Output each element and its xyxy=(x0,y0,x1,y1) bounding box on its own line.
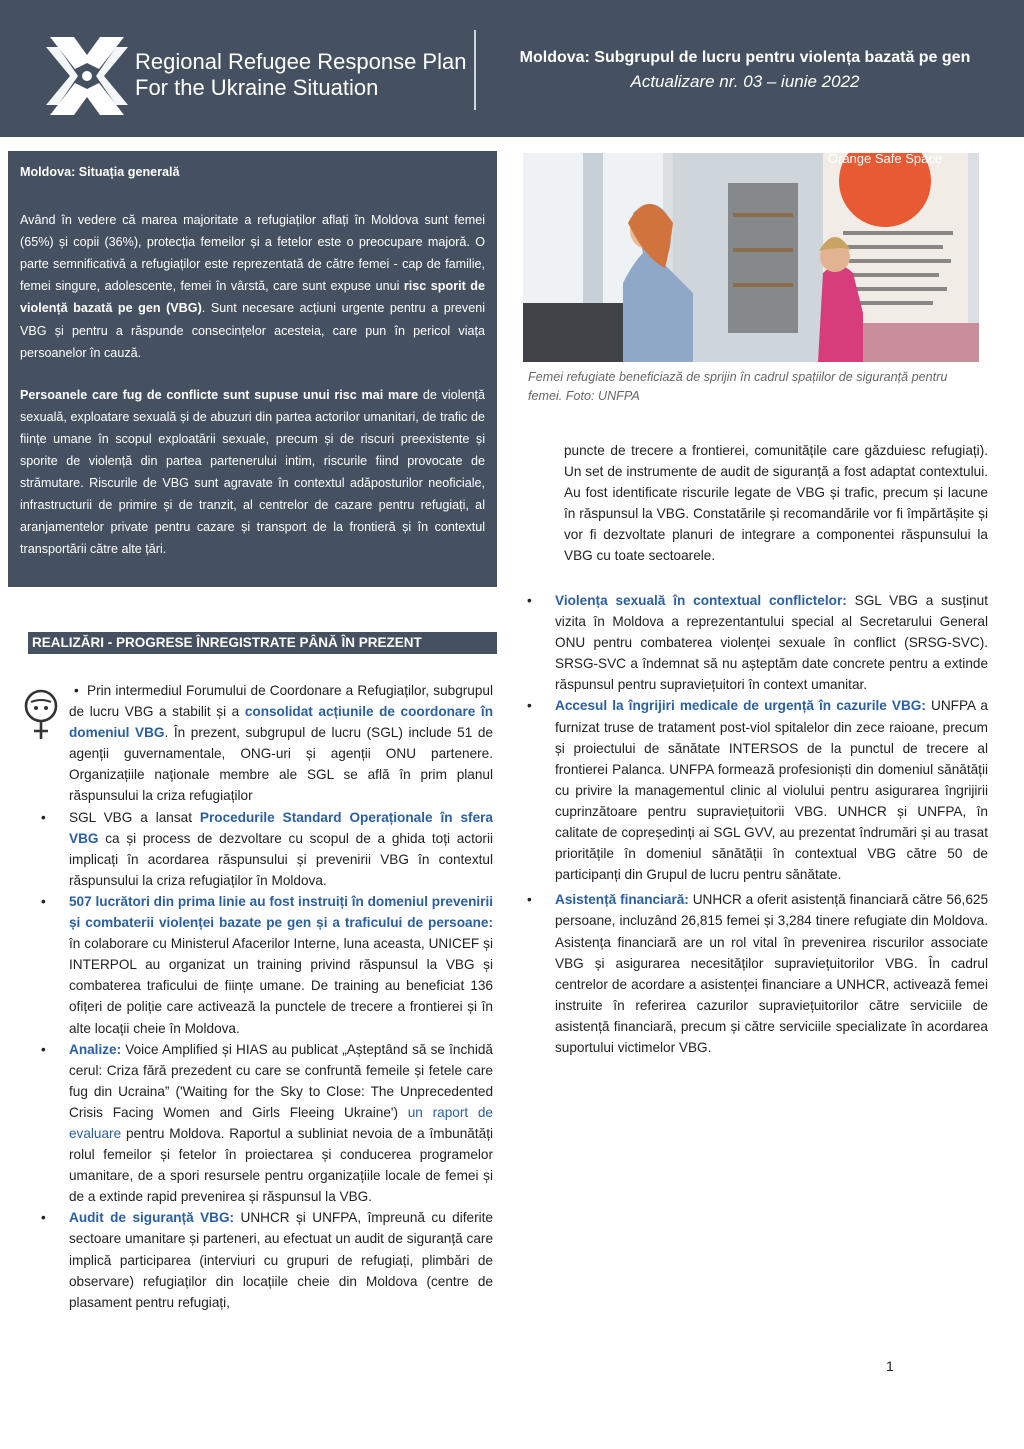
bullet: • xyxy=(41,809,46,825)
item-text-end: UNFPA a furnizat truse de tratament post-viol spitalelor din zece raioane, precum și proiectului de sănătate INTERSOS de la punctul de trecere al frontierei Palanca. UNFPA formează profesioniști din domeniul sănătății cu privire la managementul clinic al violului pentru asigurarea îngrijirii cuprinzătoare pentru supraviețuitorii VBG. UNHCR și UNFPA, în calitate de copreședinți ai SGL GVV, au prezentat îndrumări și au trasat prioritățile în domeniul sănătății în contextual VBG către 50 de participanți din Grupul de lucru pentru sănătate. xyxy=(555,698,988,883)
item-highlight: Procedurile Standard Operaționale în sfera VBG xyxy=(69,809,493,846)
item-text-end: ca și process de dezvoltare cu scopul de a ghida toți actorii implicați în acordarea răspunsului și prevenirii VBG în contextul răspunsului la criza refugiaților în Moldova. xyxy=(69,830,493,888)
situation-p2-text: de violență sexuală, exploatare sexuală și de abuzuri din partea actorilor umanitari, de trafic de ființe umane în scopul exploatării sexuale, precum și de riscuri preexistente și sporite de violență din partea partenerului intim, riscurile fiind provocate de strămutare. Riscurile de VBG sunt agravate în contextul adăposturilor neoficiale, infrastructurii de primire și de tranzit, al centrelor de cazare pentru refugiați, al aranjamentelor private pentru cazare și transport de la frontieră și în contextul transportării către alte țări. xyxy=(20,387,485,557)
photo-sign-text: Orange Safe Space xyxy=(827,153,943,166)
situation-paragraph-2 xyxy=(20,384,485,561)
list-item xyxy=(41,1207,493,1312)
item-highlight: Asistență financiară: xyxy=(555,892,689,908)
item-text: Prin intermediul Forumului de Coordonare a Refugiaților, subgrupul de lucru VBG a stabilit și a xyxy=(69,683,493,720)
situation-heading: Moldova: Situația generală xyxy=(20,165,180,179)
right-column xyxy=(564,440,988,567)
list-item xyxy=(69,680,493,807)
item-highlight: consolidat acțiunile de coordonare în domeniul VBG xyxy=(69,704,493,741)
item-text-end: SGL VBG a susținut vizita în Moldova a reprezentantului special al Secretarului General ONU pentru combaterea violenței sexuale în conflict (SRSG-SVC). SRSG-SVC a îndemnat să nu așteptăm date concrete pentru a extinde răspunsul pentru supraviețuitori în context umanitar. xyxy=(555,593,988,693)
document-title: Moldova: Subgrupul de lucru pentru violența bazată pe gen xyxy=(519,49,971,66)
situation-p1-text: Având în vedere că marea majoritate a refugiaților aflați în Moldova sunt femei (65%) și copii (36%), protecția femeilor și a fetelor este o preocupare majoră. O parte semnificativă a refugiaților este reprezentată de către femei - cap de familie, femei singure, adolescente, femei în vârstă, care sunt expuse unui xyxy=(20,213,485,294)
achievements-list-right xyxy=(527,590,989,1058)
item-text: SGL VBG a lansat xyxy=(69,809,200,825)
item-highlight: Accesul la îngrijiri medicale de urgență în cazurile VBG: xyxy=(555,698,926,714)
item-highlight: 507 lucrători din prima linie au fost instruiți în domeniul prevenirii și combaterii violenței bazate pe gen și a traficului de persoane: xyxy=(69,893,493,931)
achievements-title: REALIZĂRI - PROGRESE ÎNREGISTRATE PÂNĂ ÎN PREZENT xyxy=(28,632,497,654)
list-item xyxy=(527,695,988,885)
item-text-end: . În prezent, subgrupul de lucru (SGL) include 51 de agenții guvernamentale, ONG-uri și agenții ONU partenere. Organizațiile naționale membre ale SGL se află în prim planul răspunsului la criza refugiaților xyxy=(69,725,493,804)
photo-caption: Femei refugiate beneficiază de sprijin în cadrul spațiilor de siguranță pentru femei. Foto: UNFPA xyxy=(528,370,948,403)
header-band xyxy=(0,0,1024,137)
bullet: • xyxy=(527,593,532,608)
left-column xyxy=(41,680,493,1313)
brand-line-2: For the Ukraine Situation xyxy=(135,75,379,100)
item-text-end: pentru Moldova. Raportul a subliniat nevoia de a îmbunătăți rolul femeilor și fetelor în proiectarea și conducerea programelor umanitare, de a spori resursele pentru organizațiile locale de femei și de a extinde rapid prevenirea și răspunsul la VBG. xyxy=(69,1125,493,1205)
page-number: 1 xyxy=(886,1358,894,1374)
item-text-end: UNHCR a oferit asistență financiară către 56,625 persoane, incluzând 26,815 femei și 3,284 tinere refugiate din Moldova. Asistența financiară are un rol vital în prevenirea riscurilor associate VBG și asigurarea necesităților supraviețuitorilor VBG. În cadrul centrelor de acordare a asistenței financiare a UNHCR, activează femei instruite în referirea cazurilor supraviețuitorilor către serviciile de asistență financiară, precum și către serviciile specializate în acordarea suportului victimelor VBG. xyxy=(555,892,989,1055)
bullet: • xyxy=(527,698,532,714)
item-highlight: Audit de siguranță VBG: xyxy=(69,1210,235,1226)
audit-continuation: puncte de trecere a frontierei, comunitățile care găzduiesc refugiați). Un set de instrumente de audit de siguranță a fost adaptat contextului. Au fost identificate riscurile legate de VBG și trafic, precum și lacune în răspunsul la VBG. Constatările și recomandările vor fi împărtășite și vor fi dezvoltate planuri de integrare a componentei răspunsului la VBG cu toate sectoarele. xyxy=(564,443,988,564)
list-item xyxy=(41,891,493,1039)
bullet: • xyxy=(41,1041,46,1057)
bullet: • xyxy=(527,892,532,908)
achievements-list-left xyxy=(41,680,493,1313)
item-text-end: UNHCR și UNFPA, împreună cu diferite sectoare umanitare și parteneri, au efectuat un audit de siguranță care implică participarea (interviuri cu grupuri de refugiați, plimbări de observare) refugiaților din locațiile cheie din Moldova (centre de plasament pentru refugiați, xyxy=(69,1210,493,1310)
list-item xyxy=(527,889,989,1058)
rrp-logo-icon xyxy=(44,33,130,119)
item-text-end: în colaborare cu Ministerul Afacerilor Interne, luna aceasta, UNICEF și INTERPOL au organizat un training privind răspunsul la VBG și combaterea traficului de ființe umane. De training au beneficiat 136 ofițeri de poliție care activează la punctele de trecere a frontierei și în alte locații cheie în Moldova. xyxy=(69,936,493,1036)
bullet: • xyxy=(41,893,46,909)
header-divider xyxy=(474,30,476,110)
person-protection-icon xyxy=(21,689,61,741)
item-text: Voice Amplified și HIAS au publicat „Așteptând să se închidă cerul: Criza fără prezedent cu care se confruntă femeile și fetele care fug din Ucraina” ('Waiting for the Sky to Close: The Unprecedented Crisis Facing Women and Girls Fleeing Ukraine') xyxy=(69,1041,493,1120)
item-highlight: Violența sexuală în contextual conflictelor: xyxy=(555,593,847,608)
photo-women-safe-space xyxy=(523,153,979,362)
brand-text xyxy=(135,49,466,101)
report-link[interactable]: un raport de evaluare xyxy=(69,1104,493,1141)
situation-p1-text-end: . Sunt necesare acțiuni urgente pentru a preveni VBG și pentru a răspunde consecințelor acesteia, care pun în pericol viața persoanelor în cauză. xyxy=(20,301,486,360)
document-subtitle: Actualizare nr. 03 – iunie 2022 xyxy=(630,72,860,91)
list-item xyxy=(527,590,988,695)
list-item xyxy=(41,1039,493,1208)
situation-p2-bold: Persoanele care fug de conflicte sunt supuse unui risc mai mare xyxy=(20,387,419,402)
situation-p1-bold: risc sporit de violență bazată pe gen (VBG) xyxy=(20,279,485,316)
item-highlight: Analize: xyxy=(69,1041,122,1057)
brand-line-1: Regional Refugee Response Plan xyxy=(135,49,467,74)
bullet: • xyxy=(41,1210,46,1226)
right-column-list xyxy=(527,590,989,1058)
header-titles xyxy=(490,46,1000,94)
bullet: • xyxy=(74,683,79,698)
list-item xyxy=(41,807,493,891)
situation-paragraph-1 xyxy=(20,209,485,364)
situation-box xyxy=(8,151,497,587)
